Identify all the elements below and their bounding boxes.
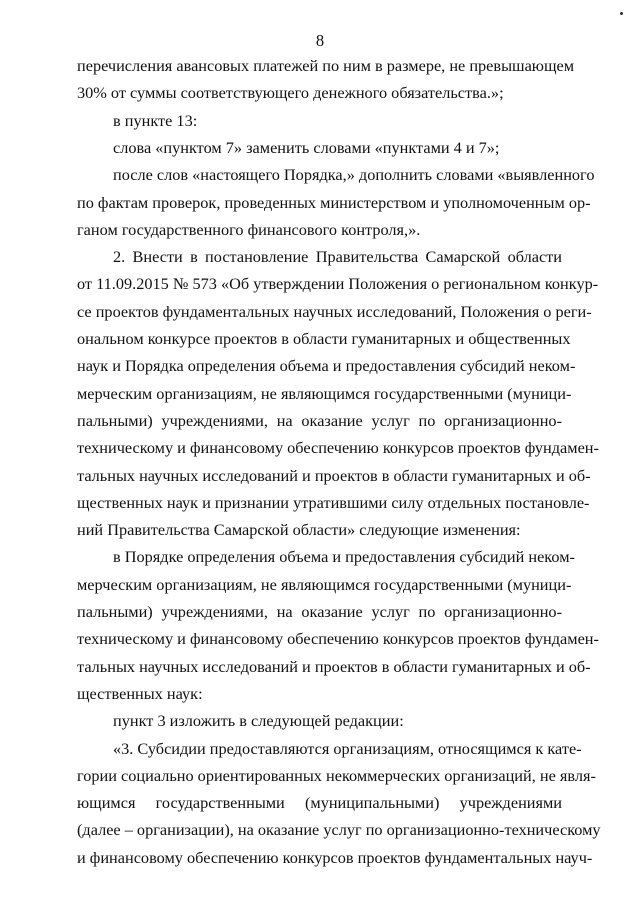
text-line: ональном конкурсе проектов в области гуманитарных и общественных bbox=[77, 329, 571, 348]
text-line: наук и Порядка определения объема и предоставления субсидий неком- bbox=[77, 356, 576, 376]
text-line: слова «пунктом 7» заменить словами «пунктами 4 и 7»; bbox=[113, 137, 500, 157]
text-line: се проектов фундаментальных научных исследований, Положения о реги- bbox=[77, 301, 592, 321]
text-line: от 11.09.2015 № 573 «Об утверждении Положения о региональном конкур- bbox=[77, 274, 599, 294]
text-line: после слов «настоящего Порядка,» дополнить словами «выявленного bbox=[113, 165, 595, 185]
text-line: в Порядке определения объема и предоставления субсидий неком- bbox=[113, 547, 575, 567]
text-line: по фактам проверок, проведенных министерством и уполномоченным ор- bbox=[77, 192, 591, 212]
text-line: мерческим организациям, не являющимся государственными (муници- bbox=[77, 574, 572, 594]
text-line: щественных наук: bbox=[77, 683, 203, 703]
text-line: 30% от суммы соответствующего денежного обязательства.»; bbox=[77, 83, 504, 103]
text-line: ганом государственного финансового контроля,». bbox=[77, 219, 421, 239]
text-line: перечисления авансовых платежей по ним в размере, не превышающем bbox=[77, 56, 575, 75]
text-line: ний Правительства Самарской области» следующие изменения: bbox=[77, 520, 521, 540]
text-line: ющимся государственными (муниципальными) учреждениями bbox=[77, 793, 562, 813]
text-line: техническому и финансовому обеспечению конкурсов проектов фундамен- bbox=[77, 438, 599, 458]
text-line: пальными) учреждениями, на оказание услуг по организационно- bbox=[77, 410, 562, 430]
text-line: щественных наук и признании утратившими силу отдельных постановле- bbox=[77, 492, 590, 512]
text-line: тальных научных исследований и проектов в области гуманитарных и об- bbox=[77, 656, 591, 676]
text-line: «3. Субсидии предоставляются организациям, относящимся к кате- bbox=[113, 738, 582, 758]
text-line: пальными) учреждениями, на оказание услуг по организационно- bbox=[77, 602, 562, 621]
text-line: пункт 3 изложить в следующей редакции: bbox=[113, 711, 404, 731]
text-line: (далее – организации), на оказание услуг по организационно-техническому bbox=[77, 820, 601, 840]
scan-speck bbox=[620, 12, 623, 15]
text-line: гории социально ориентированных некоммерческих организаций, не явля- bbox=[77, 765, 596, 785]
text-line: 2. Внести в постановление Правительства Самарской области bbox=[113, 247, 562, 267]
text-line: в пункте 13: bbox=[113, 110, 198, 130]
text-line: тальных научных исследований и проектов в области гуманитарных и об- bbox=[77, 465, 591, 485]
text-line: мерческим организациям, не являющимся государственными (муници- bbox=[77, 383, 572, 403]
text-line: и финансовому обеспечению конкурсов проектов фундаментальных науч- bbox=[77, 847, 593, 867]
text-line: техническому и финансовому обеспечению конкурсов проектов фундамен- bbox=[77, 629, 599, 649]
page-number: 8 bbox=[315, 31, 325, 50]
